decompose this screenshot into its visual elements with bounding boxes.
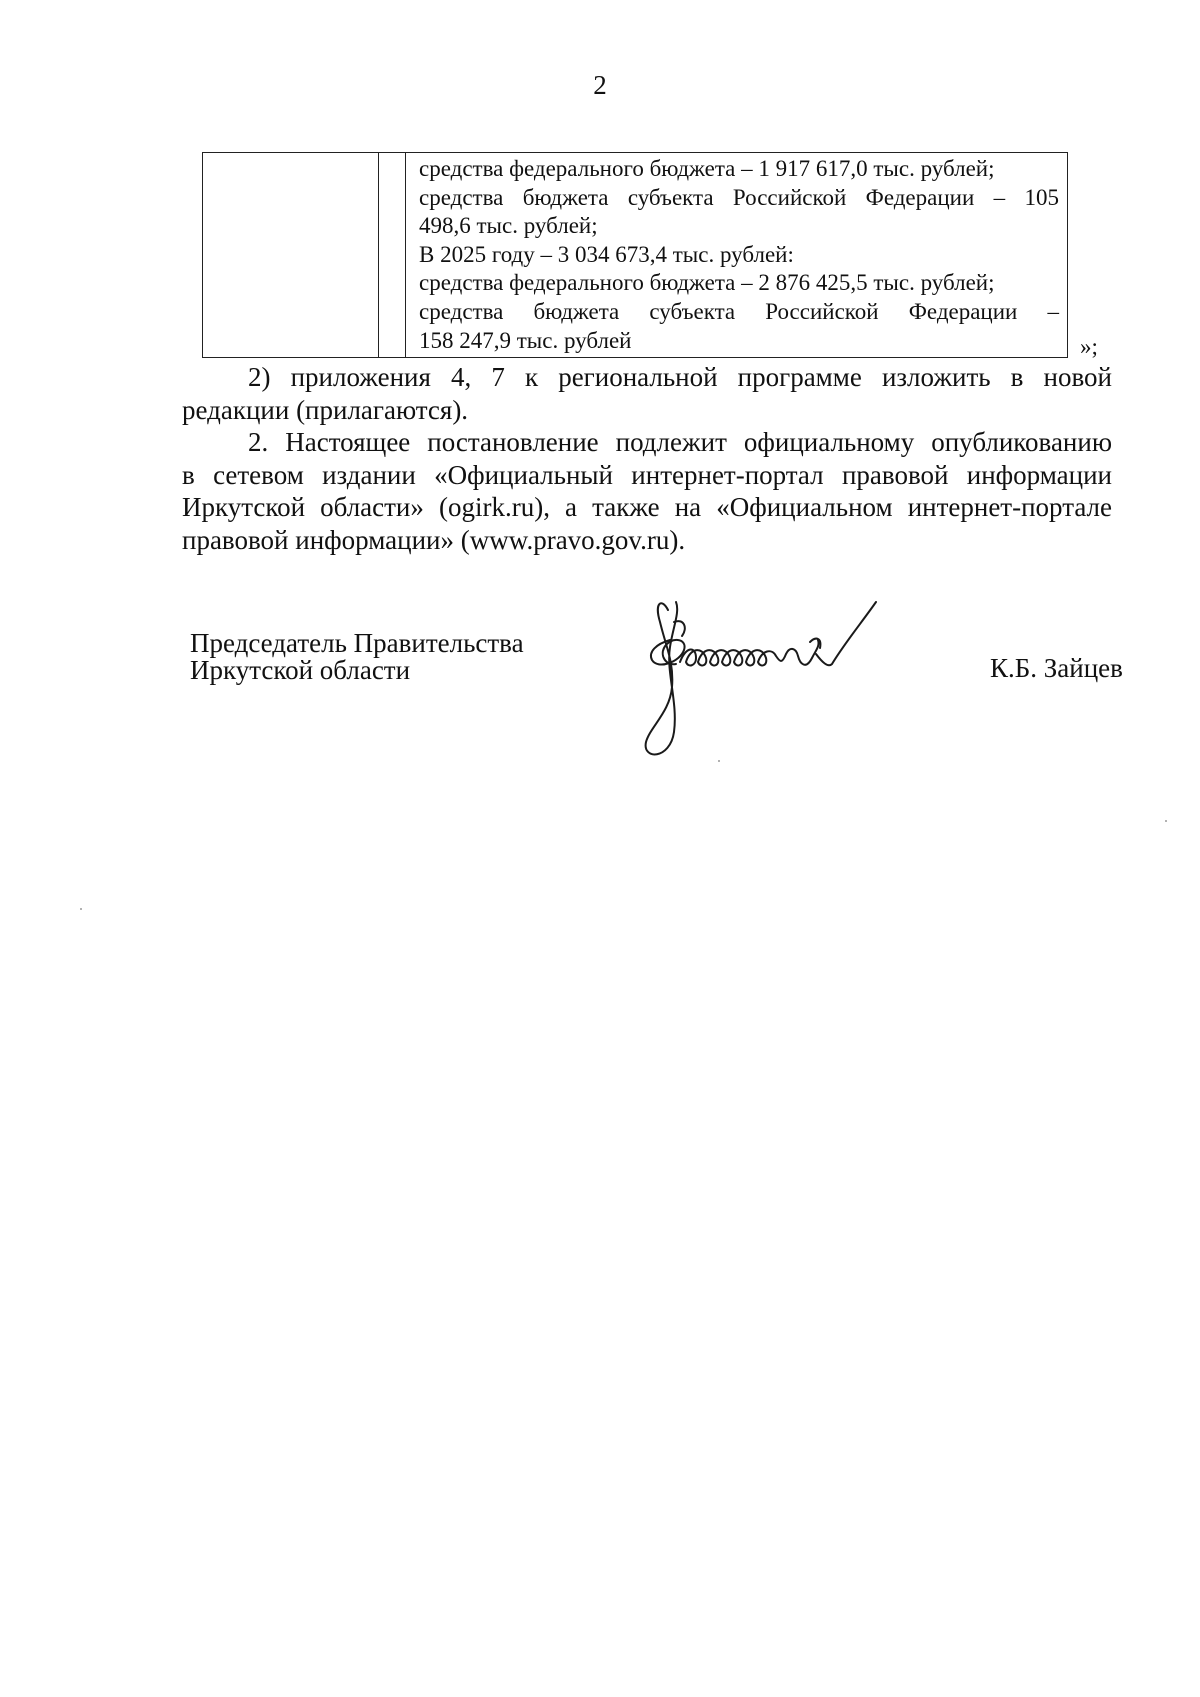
signer-name: К.Б. Зайцев (990, 653, 1123, 683)
table-column-divider (378, 153, 379, 357)
table-line: В 2025 году – 3 034 673,4 тыс. рублей: (419, 241, 794, 267)
signer-position-line: Иркутской области (190, 655, 411, 685)
closing-quote: »; (1080, 334, 1098, 359)
scan-speck (80, 908, 82, 910)
table-line: 498,6 тыс. рублей; (419, 213, 598, 239)
table-line: средства федерального бюджета – 1 917 617,0 тыс. рублей; (419, 156, 995, 181)
paragraph-2-line: в сетевом издании «Официальный интернет-портал правовой информации (182, 459, 1112, 490)
table-column-divider (405, 153, 406, 357)
table-cell-funding (419, 155, 1059, 355)
handwritten-signature (640, 592, 900, 762)
page-number: 2 (593, 70, 607, 100)
paragraph-2-line: правовой информации» (www.pravo.gov.ru). (182, 524, 686, 555)
paragraph-2-line: Иркутской области» (ogirk.ru), а также на «Официальном интернет-портале (182, 492, 1112, 522)
item-2-line: редакции (прилагаются). (182, 394, 469, 425)
budget-table (202, 152, 1068, 358)
scan-speck (718, 760, 720, 762)
item-2-line: 2) приложения 4, 7 к региональной программе изложить в новой (248, 362, 1112, 392)
table-line: средства федерального бюджета – 2 876 425,5 тыс. рублей; (419, 270, 995, 296)
table-line: 158 247,9 тыс. рублей (419, 327, 632, 353)
table-line: средства бюджета субъекта Российской Федерации – 105 (419, 184, 1059, 210)
signer-position-line: Председатель Правительства (190, 628, 524, 658)
document-body (182, 361, 1112, 556)
signer-position (190, 630, 524, 684)
table-line: средства бюджета субъекта Российской Федерации – (419, 298, 1059, 324)
scan-speck (1165, 820, 1167, 822)
paragraph-2-line: 2. Настоящее постановление подлежит официальному опубликованию (248, 427, 1112, 457)
